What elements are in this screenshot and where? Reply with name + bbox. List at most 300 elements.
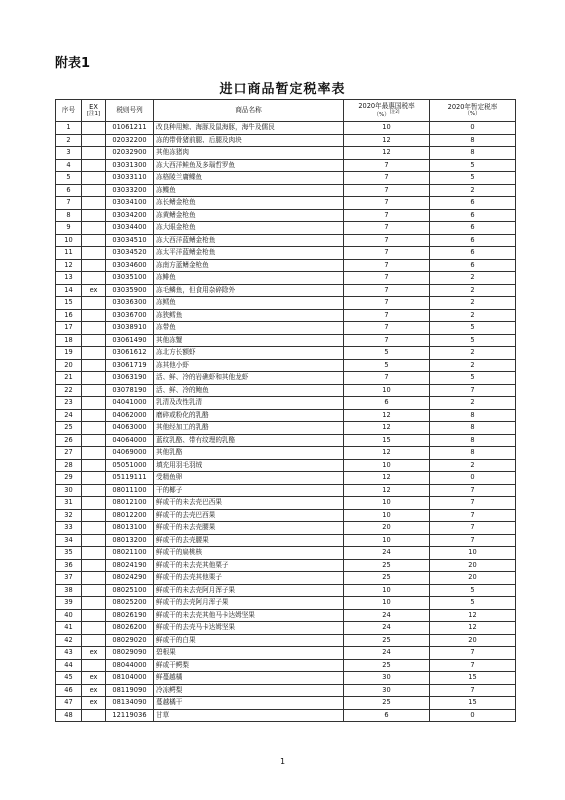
interim-rate: 10 [430, 547, 516, 560]
row-number: 31 [56, 497, 82, 510]
row-ex-flag: ex [82, 697, 106, 710]
product-name: 冻格陵兰庸鲽鱼 [154, 172, 344, 185]
product-name: 活、鲜、冷的岩礁虾和其他龙虾 [154, 372, 344, 385]
row-ex-flag [82, 547, 106, 560]
tariff-code: 01061211 [106, 122, 154, 135]
tariff-code: 03078190 [106, 384, 154, 397]
interim-rate: 2 [430, 284, 516, 297]
mfn-rate: 5 [344, 347, 430, 360]
interim-rate: 2 [430, 459, 516, 472]
product-name: 冻狭鳕鱼 [154, 309, 344, 322]
mfn-rate: 7 [344, 184, 430, 197]
tariff-code: 08012100 [106, 497, 154, 510]
tariff-code: 03061719 [106, 359, 154, 372]
table-row [56, 472, 516, 485]
product-name: 鲜或干的未去壳巴西果 [154, 497, 344, 510]
product-name: 其他经加工的乳酪 [154, 422, 344, 435]
tariff-code: 03031300 [106, 159, 154, 172]
mfn-rate: 7 [344, 172, 430, 185]
table-row [56, 409, 516, 422]
product-name: 其他冻猪肉 [154, 147, 344, 160]
interim-rate: 7 [430, 522, 516, 535]
tariff-code: 08013200 [106, 534, 154, 547]
row-number: 12 [56, 259, 82, 272]
row-number: 28 [56, 459, 82, 472]
product-name: 鲜或干的未去壳其他马卡达姆坚果 [154, 609, 344, 622]
product-name: 冻带鱼 [154, 322, 344, 335]
interim-rate: 2 [430, 272, 516, 285]
header-mfn-rate: 2020年最惠国税率 （%）[注2] [344, 100, 430, 122]
tariff-code: 08026200 [106, 622, 154, 635]
row-ex-flag [82, 472, 106, 485]
mfn-rate: 10 [344, 597, 430, 610]
interim-rate: 12 [430, 622, 516, 635]
row-ex-flag [82, 459, 106, 472]
row-ex-flag: ex [82, 684, 106, 697]
tariff-code: 08029090 [106, 647, 154, 660]
table-row [56, 572, 516, 585]
product-name: 鲜或干的扁桃核 [154, 547, 344, 560]
interim-rate: 15 [430, 697, 516, 710]
table-row [56, 197, 516, 210]
interim-rate: 8 [430, 134, 516, 147]
tariff-code: 08029020 [106, 634, 154, 647]
row-number: 27 [56, 447, 82, 460]
product-name: 冻南方蓝鳍金枪鱼 [154, 259, 344, 272]
tariff-code: 03035100 [106, 272, 154, 285]
table-row [56, 222, 516, 235]
table-row [56, 434, 516, 447]
row-ex-flag [82, 234, 106, 247]
product-name: 冻长鳍金枪鱼 [154, 197, 344, 210]
tariff-code: 03034400 [106, 222, 154, 235]
row-ex-flag [82, 484, 106, 497]
table-row [56, 509, 516, 522]
header-interim-rate: 2020年暂定税率 （%） [430, 100, 516, 122]
row-ex-flag [82, 359, 106, 372]
interim-rate: 5 [430, 334, 516, 347]
product-name: 改良种用鲸、海豚及鼠海豚，海牛及儒艮 [154, 122, 344, 135]
row-ex-flag [82, 434, 106, 447]
table-row [56, 609, 516, 622]
tariff-code: 03035900 [106, 284, 154, 297]
mfn-rate: 12 [344, 484, 430, 497]
page-number: 1 [279, 757, 286, 766]
tariff-code: 03033200 [106, 184, 154, 197]
product-name: 冻北方长额虾 [154, 347, 344, 360]
row-ex-flag [82, 509, 106, 522]
table-row [56, 309, 516, 322]
row-number: 23 [56, 397, 82, 410]
row-ex-flag [82, 522, 106, 535]
table-row [56, 334, 516, 347]
row-ex-flag [82, 309, 106, 322]
tariff-code: 02032200 [106, 134, 154, 147]
row-number: 30 [56, 484, 82, 497]
tariff-code: 08012200 [106, 509, 154, 522]
mfn-rate: 30 [344, 672, 430, 685]
interim-rate: 2 [430, 297, 516, 310]
interim-rate: 5 [430, 172, 516, 185]
tariff-code: 04064000 [106, 434, 154, 447]
tariff-code: 04062000 [106, 409, 154, 422]
row-number: 9 [56, 222, 82, 235]
tariff-code: 08044000 [106, 659, 154, 672]
row-ex-flag [82, 384, 106, 397]
product-name: 鲜或干的未去壳其他栗子 [154, 559, 344, 572]
tariff-code: 03038910 [106, 322, 154, 335]
row-ex-flag [82, 134, 106, 147]
product-name: 冻鲽鱼 [154, 184, 344, 197]
table-row [56, 497, 516, 510]
row-number: 41 [56, 622, 82, 635]
interim-rate: 7 [430, 534, 516, 547]
interim-rate: 7 [430, 384, 516, 397]
row-ex-flag [82, 159, 106, 172]
table-row [56, 347, 516, 360]
mfn-rate: 10 [344, 384, 430, 397]
mfn-rate: 25 [344, 697, 430, 710]
interim-rate: 5 [430, 322, 516, 335]
table-row [56, 147, 516, 160]
mfn-rate: 5 [344, 359, 430, 372]
mfn-rate: 12 [344, 147, 430, 160]
interim-rate: 6 [430, 259, 516, 272]
mfn-rate: 20 [344, 522, 430, 535]
row-number: 3 [56, 147, 82, 160]
row-ex-flag [82, 197, 106, 210]
interim-rate: 7 [430, 647, 516, 660]
table-row [56, 622, 516, 635]
product-name: 冻鳕鱼 [154, 297, 344, 310]
table-row [56, 234, 516, 247]
product-name: 甘草 [154, 709, 344, 722]
row-ex-flag [82, 147, 106, 160]
table-row [56, 184, 516, 197]
mfn-rate: 12 [344, 472, 430, 485]
tariff-code: 03034100 [106, 197, 154, 210]
row-ex-flag [82, 222, 106, 235]
row-number: 24 [56, 409, 82, 422]
tariff-code: 12119036 [106, 709, 154, 722]
tariff-code: 03034200 [106, 209, 154, 222]
row-number: 17 [56, 322, 82, 335]
mfn-rate: 7 [344, 197, 430, 210]
row-number: 33 [56, 522, 82, 535]
row-number: 7 [56, 197, 82, 210]
tariff-code: 08025200 [106, 597, 154, 610]
row-number: 21 [56, 372, 82, 385]
tariff-code: 03034600 [106, 259, 154, 272]
mfn-rate: 7 [344, 259, 430, 272]
mfn-rate: 7 [344, 247, 430, 260]
mfn-rate: 25 [344, 634, 430, 647]
row-number: 43 [56, 647, 82, 660]
row-ex-flag [82, 634, 106, 647]
table-row [56, 422, 516, 435]
row-ex-flag [82, 559, 106, 572]
table-row [56, 522, 516, 535]
interim-rate: 2 [430, 359, 516, 372]
table-row [56, 484, 516, 497]
interim-rate: 15 [430, 672, 516, 685]
row-number: 47 [56, 697, 82, 710]
row-number: 48 [56, 709, 82, 722]
row-number: 2 [56, 134, 82, 147]
tariff-code: 03061612 [106, 347, 154, 360]
header-num: 序号 [56, 100, 82, 122]
row-number: 29 [56, 472, 82, 485]
row-ex-flag [82, 597, 106, 610]
table-row [56, 247, 516, 260]
interim-rate: 7 [430, 484, 516, 497]
row-ex-flag [82, 297, 106, 310]
row-ex-flag [82, 659, 106, 672]
tariff-code: 02032900 [106, 147, 154, 160]
product-name: 鲜或干的去壳马卡达姆坚果 [154, 622, 344, 635]
mfn-rate: 7 [344, 209, 430, 222]
tariff-code: 04041000 [106, 397, 154, 410]
interim-rate: 7 [430, 509, 516, 522]
interim-rate: 5 [430, 159, 516, 172]
row-number: 40 [56, 609, 82, 622]
table-row [56, 134, 516, 147]
mfn-rate: 25 [344, 659, 430, 672]
row-ex-flag [82, 709, 106, 722]
table-row [56, 297, 516, 310]
table-row [56, 559, 516, 572]
interim-rate: 7 [430, 659, 516, 672]
product-name: 活、鲜、冷的鲍鱼 [154, 384, 344, 397]
row-ex-flag: ex [82, 672, 106, 685]
mfn-rate: 7 [344, 222, 430, 235]
row-number: 1 [56, 122, 82, 135]
table-row [56, 159, 516, 172]
table-row [56, 672, 516, 685]
table-row [56, 384, 516, 397]
row-number: 6 [56, 184, 82, 197]
mfn-rate: 24 [344, 609, 430, 622]
mfn-rate: 25 [344, 559, 430, 572]
product-name: 鲜蔓越橘 [154, 672, 344, 685]
header-mfn-note: [注2] [389, 109, 400, 115]
interim-rate: 20 [430, 572, 516, 585]
tariff-code: 03061490 [106, 334, 154, 347]
table-row [56, 372, 516, 385]
header-code: 税则号列 [106, 100, 154, 122]
mfn-rate: 15 [344, 434, 430, 447]
row-ex-flag [82, 247, 106, 260]
interim-rate: 0 [430, 709, 516, 722]
product-name: 冻毛鳞鱼，但食用杂碎除外 [154, 284, 344, 297]
row-ex-flag [82, 622, 106, 635]
interim-rate: 0 [430, 472, 516, 485]
tariff-table [55, 99, 516, 722]
header-name: 商品名称 [154, 100, 344, 122]
interim-rate: 8 [430, 447, 516, 460]
row-ex-flag [82, 347, 106, 360]
tariff-code: 03036300 [106, 297, 154, 310]
row-number: 22 [56, 384, 82, 397]
row-number: 36 [56, 559, 82, 572]
mfn-rate: 12 [344, 409, 430, 422]
row-number: 26 [56, 434, 82, 447]
product-name: 鲜或干的去壳腰果 [154, 534, 344, 547]
product-name: 磨碎或粉化的乳酪 [154, 409, 344, 422]
interim-rate: 6 [430, 222, 516, 235]
row-ex-flag [82, 372, 106, 385]
table-row [56, 209, 516, 222]
header-mfn-unit: （%） [373, 111, 390, 118]
table-row [56, 634, 516, 647]
interim-rate: 2 [430, 184, 516, 197]
table-row [56, 284, 516, 297]
product-name: 干的椰子 [154, 484, 344, 497]
product-name: 鲜或干的去壳其他栗子 [154, 572, 344, 585]
tariff-code: 04063000 [106, 422, 154, 435]
mfn-rate: 10 [344, 534, 430, 547]
table-row [56, 697, 516, 710]
row-number: 5 [56, 172, 82, 185]
interim-rate: 8 [430, 422, 516, 435]
interim-rate: 8 [430, 147, 516, 160]
tariff-code: 03034510 [106, 234, 154, 247]
tariff-code: 03034520 [106, 247, 154, 260]
interim-rate: 7 [430, 684, 516, 697]
table-row [56, 172, 516, 185]
row-number: 38 [56, 584, 82, 597]
row-number: 10 [56, 234, 82, 247]
row-number: 39 [56, 597, 82, 610]
mfn-rate: 25 [344, 572, 430, 585]
product-name: 冻黄鳍金枪鱼 [154, 209, 344, 222]
mfn-rate: 24 [344, 547, 430, 560]
tariff-code: 08011100 [106, 484, 154, 497]
row-ex-flag [82, 209, 106, 222]
table-row [56, 459, 516, 472]
interim-rate: 20 [430, 559, 516, 572]
product-name: 填充用羽毛羽绒 [154, 459, 344, 472]
product-name: 鲜或干鳄梨 [154, 659, 344, 672]
product-name: 冻其他小虾 [154, 359, 344, 372]
interim-rate: 12 [430, 609, 516, 622]
row-ex-flag [82, 497, 106, 510]
interim-rate: 0 [430, 122, 516, 135]
appendix-label: 附表1 [55, 56, 91, 71]
tariff-code: 03033110 [106, 172, 154, 185]
tariff-code: 03036700 [106, 309, 154, 322]
interim-rate: 6 [430, 234, 516, 247]
row-ex-flag [82, 122, 106, 135]
mfn-rate: 10 [344, 509, 430, 522]
table-row [56, 684, 516, 697]
header-ex: EX [注1] [82, 100, 106, 122]
product-name: 碧根果 [154, 647, 344, 660]
tariff-code: 08026190 [106, 609, 154, 622]
product-name: 鲜或干的白果 [154, 634, 344, 647]
row-number: 13 [56, 272, 82, 285]
product-name: 冻大眼金枪鱼 [154, 222, 344, 235]
mfn-rate: 7 [344, 284, 430, 297]
row-ex-flag [82, 534, 106, 547]
tariff-code: 08119090 [106, 684, 154, 697]
row-number: 25 [56, 422, 82, 435]
interim-rate: 8 [430, 409, 516, 422]
row-ex-flag: ex [82, 647, 106, 660]
tariff-code: 05051000 [106, 459, 154, 472]
mfn-rate: 7 [344, 159, 430, 172]
table-row [56, 659, 516, 672]
row-number: 32 [56, 509, 82, 522]
row-ex-flag [82, 409, 106, 422]
mfn-rate: 7 [344, 334, 430, 347]
interim-rate: 7 [430, 497, 516, 510]
tariff-code: 08104000 [106, 672, 154, 685]
table-row [56, 647, 516, 660]
mfn-rate: 24 [344, 647, 430, 660]
header-interim-unit: （%） [464, 110, 481, 117]
row-ex-flag [82, 447, 106, 460]
mfn-rate: 7 [344, 272, 430, 285]
row-ex-flag [82, 584, 106, 597]
product-name: 其他冻蟹 [154, 334, 344, 347]
table-row [56, 709, 516, 722]
mfn-rate: 6 [344, 397, 430, 410]
row-ex-flag [82, 397, 106, 410]
tariff-code: 04069000 [106, 447, 154, 460]
mfn-rate: 7 [344, 372, 430, 385]
product-name: 冻大西洋鲑鱼及多瑙哲罗鱼 [154, 159, 344, 172]
row-ex-flag: ex [82, 284, 106, 297]
mfn-rate: 6 [344, 709, 430, 722]
row-ex-flag [82, 322, 106, 335]
interim-rate: 6 [430, 209, 516, 222]
mfn-rate: 30 [344, 684, 430, 697]
mfn-rate: 7 [344, 234, 430, 247]
product-name: 鲜或干的未去壳腰果 [154, 522, 344, 535]
interim-rate: 5 [430, 597, 516, 610]
mfn-rate: 7 [344, 309, 430, 322]
mfn-rate: 10 [344, 584, 430, 597]
row-number: 42 [56, 634, 82, 647]
product-name: 蔓越橘干 [154, 697, 344, 710]
tariff-code: 08021100 [106, 547, 154, 560]
tariff-code: 08024190 [106, 559, 154, 572]
tariff-code: 08024290 [106, 572, 154, 585]
product-name: 鲜或干的未去壳阿月浑子果 [154, 584, 344, 597]
table-row [56, 322, 516, 335]
product-name: 冻的带骨猪前腿、后腿及肉块 [154, 134, 344, 147]
table-row [56, 447, 516, 460]
interim-rate: 2 [430, 397, 516, 410]
mfn-rate: 7 [344, 322, 430, 335]
interim-rate: 6 [430, 197, 516, 210]
mfn-rate: 24 [344, 622, 430, 635]
interim-rate: 5 [430, 372, 516, 385]
row-number: 34 [56, 534, 82, 547]
product-name: 冻太平洋蓝鳍金枪鱼 [154, 247, 344, 260]
table-row [56, 534, 516, 547]
row-number: 35 [56, 547, 82, 560]
row-number: 11 [56, 247, 82, 260]
interim-rate: 2 [430, 347, 516, 360]
tariff-code: 08134090 [106, 697, 154, 710]
row-number: 20 [56, 359, 82, 372]
table-title: 进口商品暂定税率表 [219, 82, 346, 97]
row-ex-flag [82, 422, 106, 435]
row-ex-flag [82, 184, 106, 197]
row-ex-flag [82, 259, 106, 272]
